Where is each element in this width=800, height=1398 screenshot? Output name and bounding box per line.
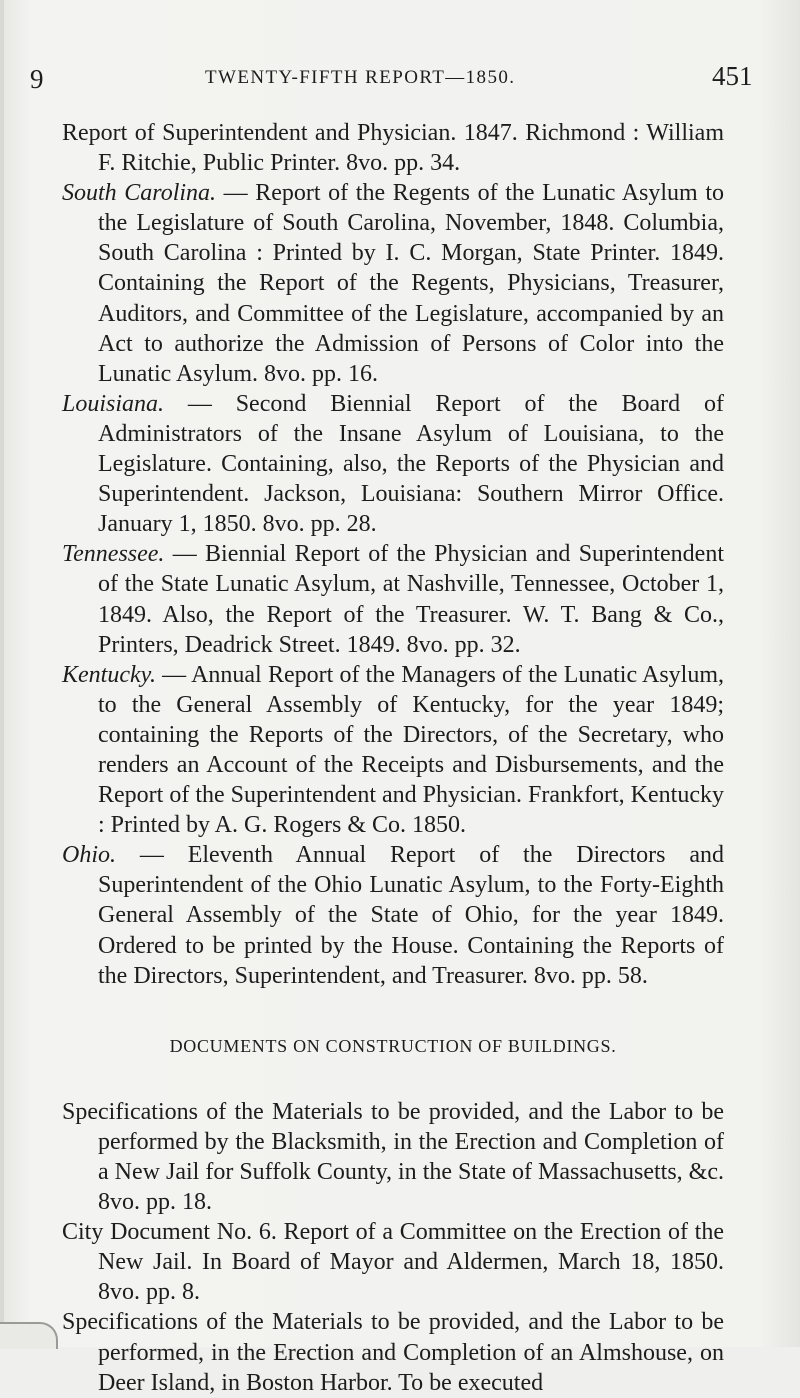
- state-heading: Tennessee.: [62, 541, 165, 568]
- page-header: [0, 61, 800, 94]
- report-entry-tennessee: [62, 539, 724, 659]
- entry-text: — Second Biennial Report of the Board of Administrators of the Insane Asylum of Louisiana, to the Legislature. Containing, also, the Reports of the Physician and Superintendent. Jackson, Louisiana: Southern Mirror Office. January 1, 1850. 8vo. pp. 28.: [98, 390, 724, 538]
- page-left-edge: [0, 0, 4, 1347]
- entry-text: City Document No. 6. Report of a Committee on the Erection of the New Jail. In Board of Mayor and Aldermen, March 18, 1850. 8vo. pp. 8.: [62, 1219, 724, 1306]
- state-heading: Louisiana.: [62, 390, 165, 417]
- running-head: TWENTY-FIFTH REPORT—1850.: [205, 67, 516, 88]
- state-heading: Ohio.: [62, 842, 116, 869]
- report-entry-kentucky: [62, 660, 724, 841]
- construction-entry-city-document: [62, 1217, 724, 1307]
- entry-text: — Eleventh Annual Report of the Directors and Superintendent of the Ohio Lunatic Asylum, to the Forty-Eighth General Assembly of the State of Ohio, for the year 1849. Ordered to be printed by the House. Containing the Reports of the Directors, Superintendent, and Treasurer. 8vo. pp. 58.: [98, 842, 724, 989]
- report-entry-ohio: [62, 840, 724, 990]
- right-page-number: 451: [712, 61, 753, 91]
- report-entry-south-carolina: [62, 178, 724, 389]
- section-title: DOCUMENTS ON CONSTRUCTION OF BUILDINGS.: [169, 1035, 617, 1056]
- state-heading: South Carolina.: [62, 180, 217, 207]
- entry-text: — Report of the Regents of the Lunatic Asylum to the Legislature of South Carolina, November, 1848. Columbia, South Carolina : Printed by I. C. Morgan, State Printer. 1849. Containing the Report of the Regents, Physicians, Treasurer, Auditors, and Committee of the Legislature, accompanied by an Act to authorize the Admission of Persons of Color into the Lunatic Asylum. 8vo. pp. 16.: [98, 180, 724, 387]
- document-body: [62, 118, 724, 1398]
- state-heading: Kentucky.: [62, 661, 156, 688]
- entry-text: — Annual Report of the Managers of the Lunatic Asylum, to the General Assembly of Kentucky, for the year 1849; containing the Reports of the Directors, of the Secretary, who renders an Account of the Receipts and Disbursements, and the Report of the Superintendent and Physician. Frankfort, Kentucky : Printed by A. G. Rogers & Co. 1850.: [98, 661, 724, 839]
- left-page-number: 9: [30, 64, 44, 94]
- report-entry-virginia: [62, 118, 724, 178]
- entry-text: Report of Superintendent and Physician. 1847. Richmond : William F. Ritchie, Public Printer. 8vo. pp. 34.: [62, 120, 724, 177]
- entry-text: Specifications of the Materials to be provided, and the Labor to be performed by the Blacksmith, in the Erection and Completion of a New Jail for Suffolk County, in the State of Massachusetts, &c. 8vo. pp. 18.: [62, 1098, 724, 1216]
- construction-entry-jail-specifications: [62, 1097, 724, 1217]
- report-entry-louisiana: [62, 389, 724, 539]
- entry-text: — Biennial Report of the Physician and Superintendent of the State Lunatic Asylum, at Nashville, Tennessee, October 1, 1849. Also, the Report of the Treasurer. W. T. Bang & Co., Printers, Deadrick Street. 1849. 8vo. pp. 32.: [98, 541, 724, 658]
- page-corner: [0, 1322, 58, 1349]
- construction-entry-almshouse-specifications: [62, 1307, 724, 1397]
- entry-text: Specifications of the Materials to be provided, and the Labor to be performed, in the Erection and Completion of an Almshouse, on Deer Island, in Boston Harbor. To be executed: [62, 1309, 724, 1396]
